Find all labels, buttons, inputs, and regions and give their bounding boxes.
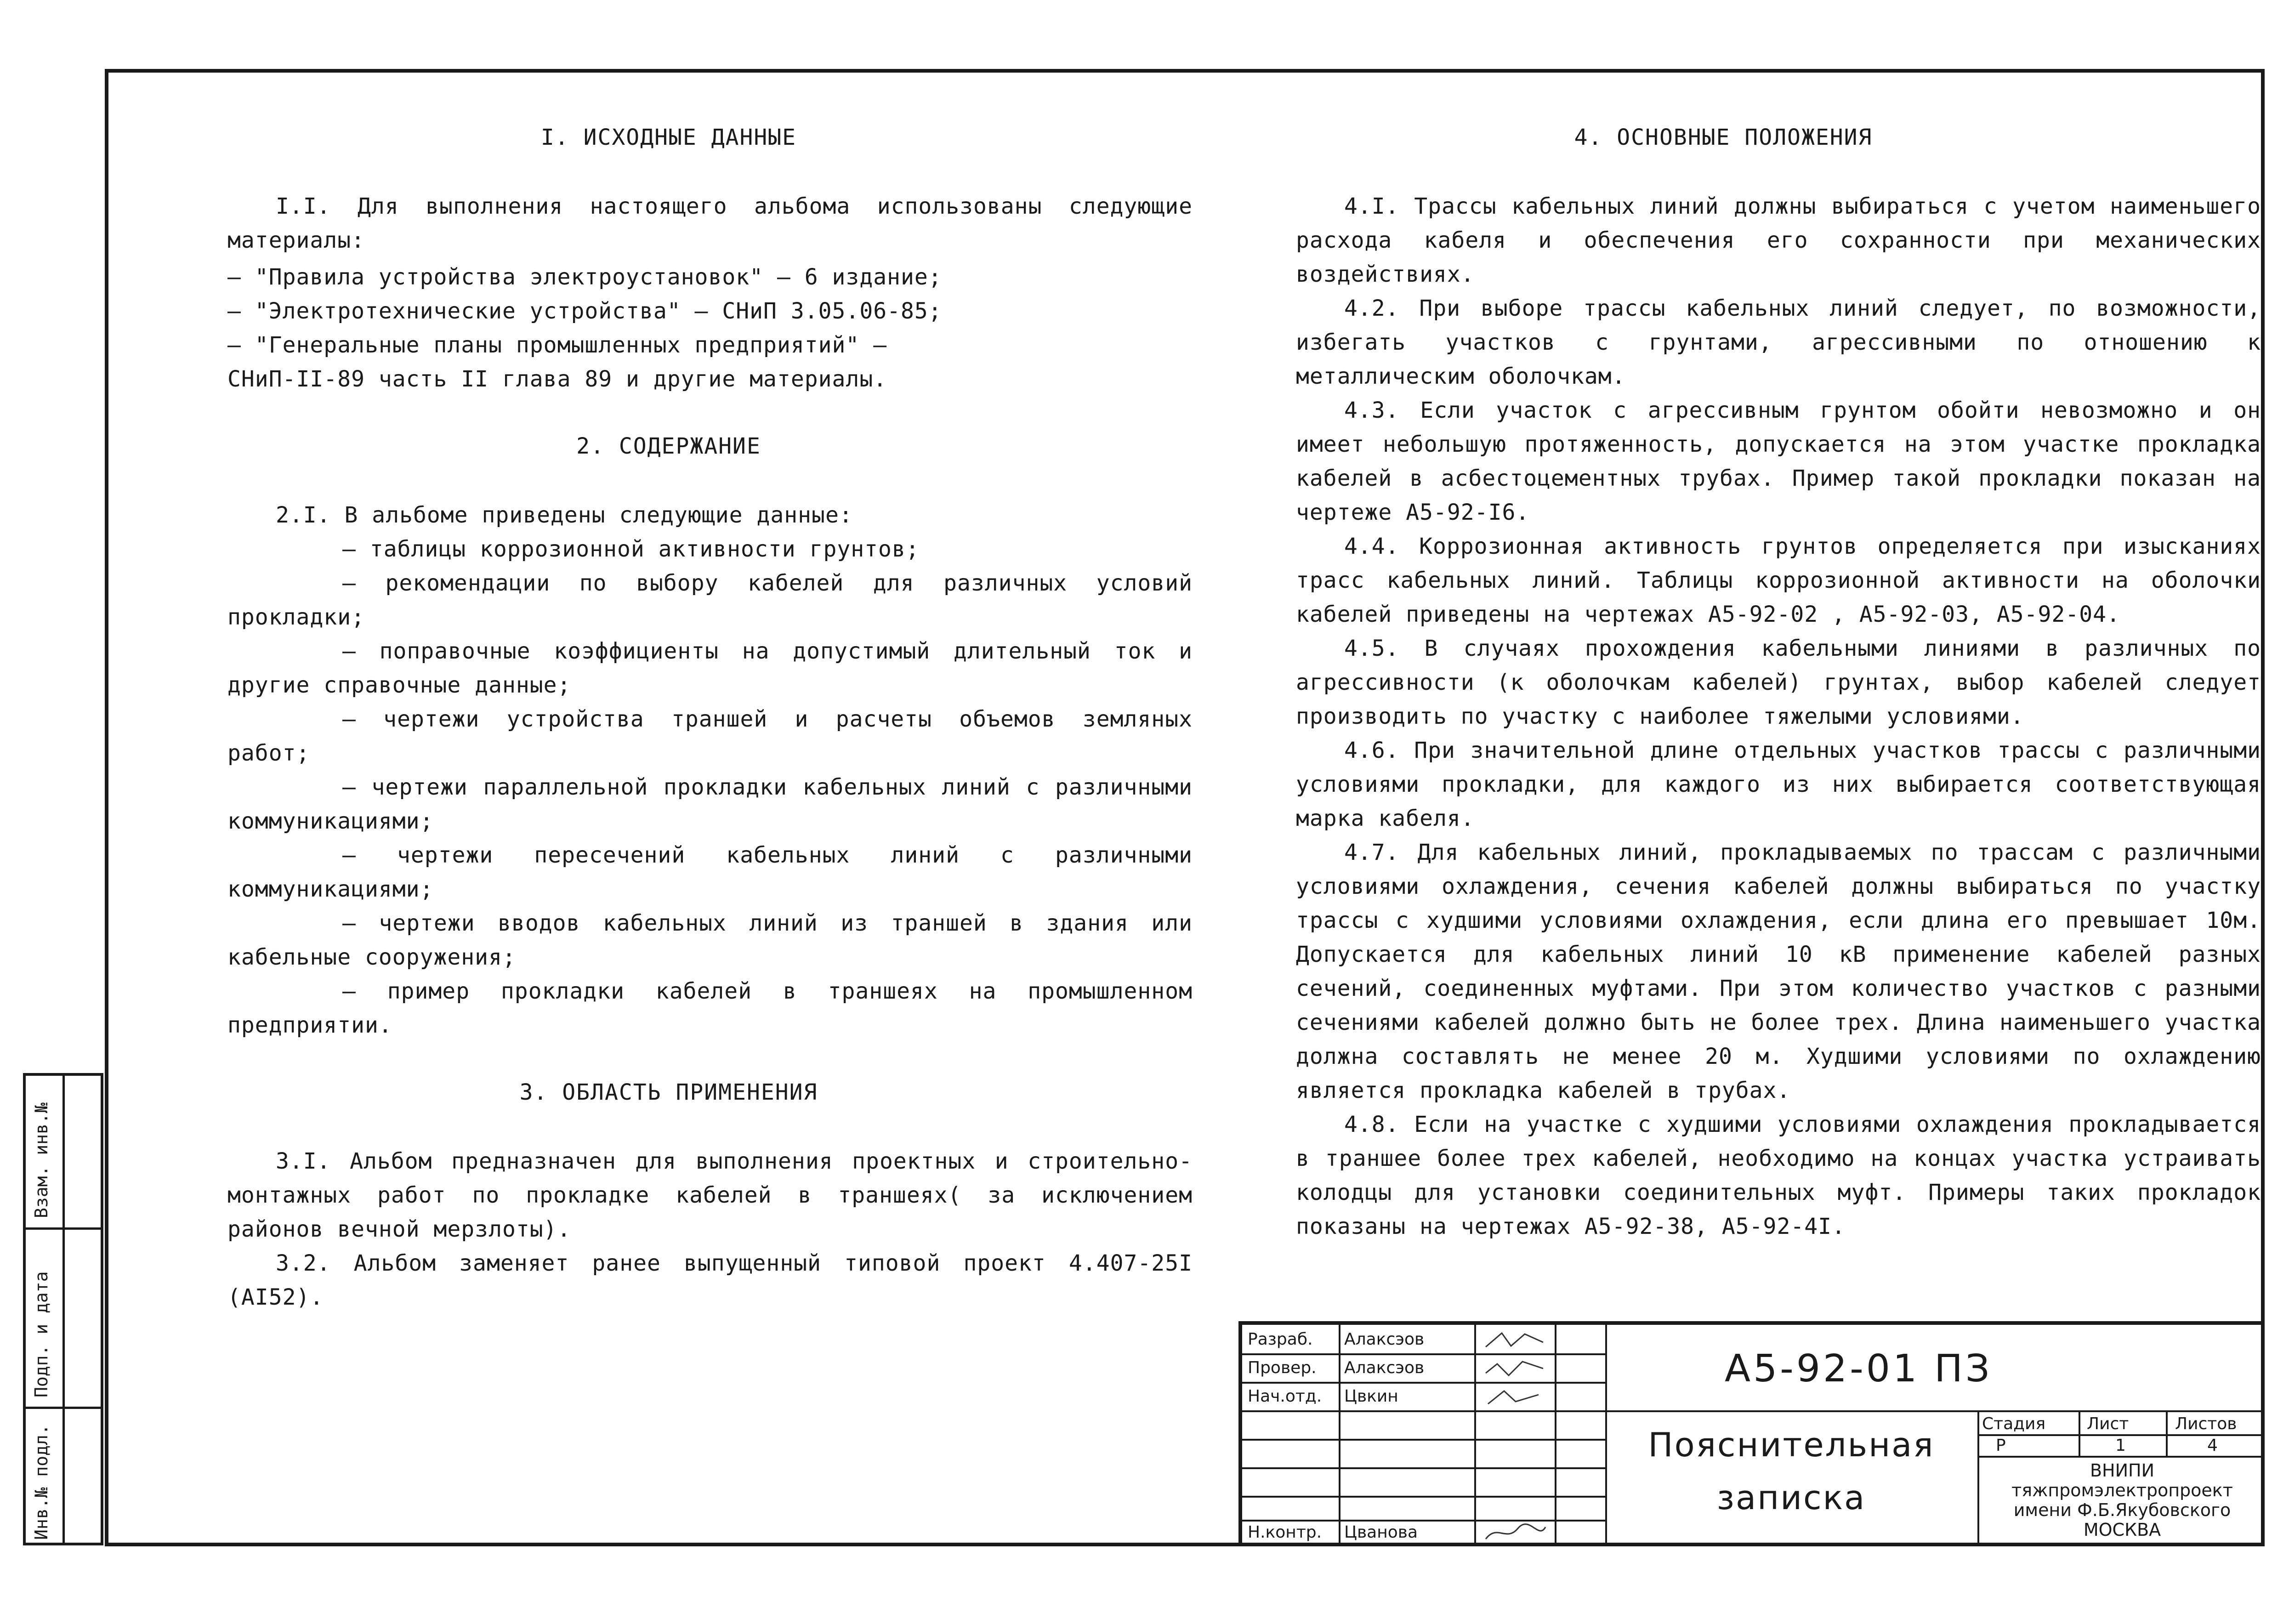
signature-mark: [1483, 1357, 1548, 1380]
tb-line: [1339, 1325, 1340, 1546]
org-name-3: имени Ф.Б.Якубовского: [2013, 1500, 2231, 1520]
org-name-1: ВНИПИ: [2090, 1460, 2155, 1481]
signature-mark: [1483, 1522, 1548, 1545]
document-title-line1: Пояснительная: [1648, 1425, 1935, 1464]
stage-value: Р: [1996, 1436, 2006, 1455]
tb-line: [1242, 1496, 1605, 1498]
section-1-item: – "Правила устройства электроустановок" – 6 издание;: [227, 264, 942, 290]
section-4-heading: 4. ОСНОВНЫЕ ПОЛОЖЕНИЯ: [1574, 125, 1873, 150]
section-4-para: 4.4. Коррозионная активность грунтов определяется при изысканиях трасс кабельных линий. Таблицы коррозионной активности на оболочки кабелей приведены на чертежах А5-92-02 , А5-92-03, А5-92-04.: [1296, 534, 2261, 627]
section-4-para: 4.2. При выборе трассы кабельных линий следует, по возможности, избегать участков с грунтами, агрессивными по отношению к металлическим оболочкам.: [1296, 295, 2261, 389]
tb-name: Алаксэов: [1344, 1330, 1425, 1349]
strip-label-inv: Инв.№ подл.: [31, 1424, 51, 1540]
strip-divider: [62, 1076, 65, 1543]
tb-name: Цванова: [1344, 1523, 1418, 1542]
tb-role: Провер.: [1248, 1358, 1317, 1377]
signature-mark: [1483, 1386, 1548, 1408]
signature-mark: [1483, 1329, 1548, 1351]
section-1-heading: I. ИСХОДНЫЕ ДАННЫЕ: [540, 125, 797, 150]
tb-line: [1977, 1456, 2265, 1458]
section-2-item: – чертежи параллельной прокладки кабельных линий с различными коммуникациями;: [227, 774, 1193, 834]
section-4-para: 4.I. Трассы кабельных линий должны выбираться с учетом наименьшего расхода кабеля и обеспечения его сохранности при механических воздействиях.: [1296, 193, 2261, 287]
sheets-label: Листов: [2175, 1414, 2237, 1433]
tb-role: Нач.отд.: [1248, 1387, 1322, 1406]
left-column: [227, 120, 1193, 1314]
tb-line: [1242, 1520, 1605, 1522]
sheet-label: Лист: [2087, 1414, 2129, 1433]
approval-strip: [23, 1073, 103, 1545]
section-2-item: – чертежи устройства траншей и расчеты объемов земляных работ;: [227, 706, 1193, 766]
section-2-heading: 2. СОДЕРЖАНИЕ: [576, 433, 761, 459]
section-3-para: 3.2. Альбом заменяет ранее выпущенный типовой проект 4.407-25I (AI52).: [227, 1250, 1193, 1310]
title-block: [1238, 1321, 2265, 1546]
section-1-item: СНиП-II-89 часть II глава 89 и другие материалы.: [227, 366, 887, 392]
tb-name: Алаксэов: [1344, 1358, 1425, 1377]
strip-row-line: [26, 1407, 101, 1409]
section-4-para: 4.5. В случаях прохождения кабельными линиями в различных по агрессивности (к оболочкам кабелей) грунтах, выбор кабелей следует производить по участку с наиболее тяжелыми условиями.: [1296, 636, 2261, 729]
tb-line: [1242, 1353, 1605, 1355]
tb-line: [1977, 1412, 1979, 1546]
section-2-item: – рекомендации по выбору кабелей для различных условий прокладки;: [227, 570, 1193, 630]
strip-label-replace: Взам. инв.№: [31, 1102, 51, 1218]
tb-line: [1242, 1382, 1605, 1384]
stage-label: Стадия: [1982, 1414, 2046, 1433]
section-4-para: 4.7. Для кабельных линий, прокладываемых по трассам с различными условиями охлаждения, сечения кабелей должны выбираться по участку трассы с худшими условиями охлаждения, если длина его превышает 10м. Допускается для кабельных линий 10 кВ применение кабелей разных сечений, соединенных муфтами. При этом количество участков с разными сечениями кабелей должно быть не более трех. Длина наименьшего участка должна составлять не менее 20 м. Худшими условиями по охлаждению является прокладка кабелей в трубах.: [1296, 840, 2261, 1103]
strip-row-line: [26, 1227, 101, 1230]
tb-line: [1242, 1410, 1605, 1412]
section-4-para: 4.6. При значительной длине отдельных участков трассы с различными условиями прокладки, для каждого из них выбирается соответствующая марка кабеля.: [1296, 738, 2261, 831]
tb-line: [1555, 1325, 1556, 1546]
section-2-item: – чертежи пересечений кабельных линий с различными коммуникациями;: [227, 842, 1193, 902]
strip-label-sign-date: Подп. и дата: [31, 1271, 51, 1397]
section-4-para: 4.8. Если на участке с худшими условиями охлаждения прокладывается в траншее более трех кабелей, необходимо на концах участка устраивать колодцы для установки соединительных муфт. Примеры таких прокладок показаны на чертежах А5-92-38, А5-92-4I.: [1296, 1112, 2261, 1239]
tb-line: [1605, 1410, 2265, 1412]
section-2-item: – таблицы коррозионной активности грунтов;: [342, 536, 920, 562]
section-1-item: – "Электротехнические устройства" – СНиП 3.05.06-85;: [227, 298, 942, 324]
section-3-heading: 3. ОБЛАСТЬ ПРИМЕНЕНИЯ: [519, 1079, 818, 1105]
document-code: А5-92-01 ПЗ: [1725, 1347, 1993, 1391]
tb-role: Разраб.: [1248, 1330, 1313, 1349]
sheets-value: 4: [2207, 1436, 2218, 1455]
section-1-intro: I.I. Для выполнения настоящего альбома использованы следующие материалы:: [227, 193, 1193, 253]
tb-line: [1605, 1325, 1607, 1546]
section-2-item: – пример прокладки кабелей в траншеях на промышленном предприятии.: [227, 978, 1193, 1038]
section-3-para: 3.I. Альбом предназначен для выполнения проектных и строительно-монтажных работ по прокладке кабелей в траншеях( за исключением районов вечной мерзлоты).: [227, 1148, 1193, 1242]
section-2-item: – поправочные коэффициенты на допустимый длительный ток и другие справочные данные;: [227, 638, 1193, 698]
right-column: [1296, 120, 2261, 1244]
section-2-item: – чертежи вводов кабельных линий из траншей в здания или кабельные сооружения;: [227, 910, 1193, 970]
org-name-2: тяжпромэлектропроект: [2011, 1480, 2233, 1500]
tb-line: [1474, 1325, 1476, 1546]
document-title-line2: записка: [1716, 1478, 1866, 1517]
tb-line: [1242, 1439, 1605, 1441]
section-2-intro: 2.I. В альбоме приведены следующие данные:: [276, 502, 853, 528]
tb-name: Цвкин: [1344, 1387, 1398, 1406]
sheet-value: 1: [2115, 1436, 2126, 1455]
org-name-4: МОСКВА: [2083, 1520, 2161, 1540]
tb-role: Н.контр.: [1248, 1523, 1322, 1542]
section-1-item: – "Генеральные планы промышленных предприятий" –: [227, 332, 887, 358]
section-4-para: 4.3. Если участок с агрессивным грунтом обойти невозможно и он имеет небольшую протяженность, допускается на этом участке прокладка кабелей в асбестоцементных трубах. Пример такой прокладки показан на чертеже А5-92-I6.: [1296, 397, 2261, 525]
tb-line: [1242, 1467, 1605, 1469]
